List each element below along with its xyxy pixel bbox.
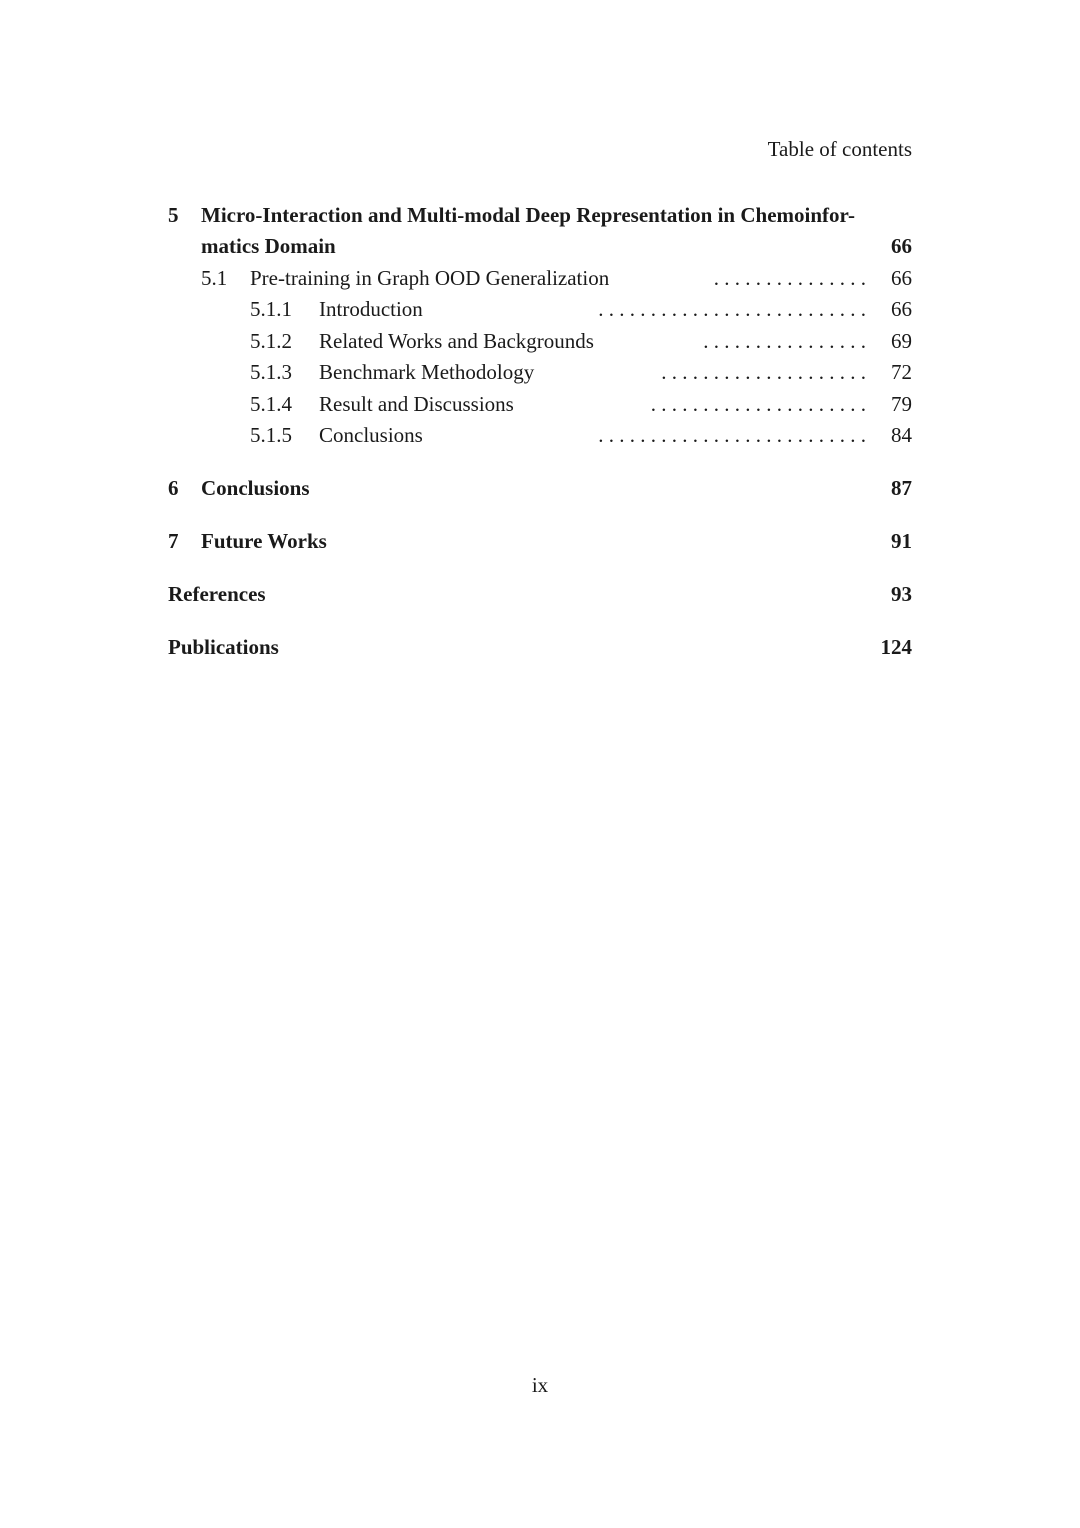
subsection-number: 5.1.3 [250, 360, 292, 384]
page-number: 66 [891, 266, 912, 290]
entry-title: Publications [168, 635, 279, 659]
chapter-number: 5 [168, 203, 179, 227]
toc-publications[interactable] [168, 634, 912, 660]
toc-subsection[interactable] [168, 359, 912, 385]
page-number: 66 [891, 297, 912, 321]
page-number: 91 [891, 529, 912, 553]
subsection-title: Related Works and Backgrounds [319, 329, 594, 353]
chapter-number: 6 [168, 476, 179, 500]
toc-chapter-5-line1[interactable] [168, 202, 912, 228]
toc-subsection[interactable] [168, 296, 912, 322]
page-number: 79 [891, 392, 912, 416]
toc-subsection[interactable] [168, 328, 912, 354]
dot-leader: . . . . . . . . . . . . . . . . [703, 329, 866, 353]
toc-chapter-5-line2[interactable] [168, 233, 912, 259]
subsection-title: Conclusions [319, 423, 423, 447]
page-number: 124 [880, 635, 912, 659]
dot-leader: . . . . . . . . . . . . . . . [713, 266, 866, 290]
subsection-number: 5.1.2 [250, 329, 292, 353]
chapter-number: 7 [168, 529, 179, 553]
chapter-title: Micro-Interaction and Multi-modal Deep Representation in Chemoinfor- [201, 203, 856, 227]
page-number: 84 [891, 423, 912, 447]
page-number: 87 [891, 476, 912, 500]
page-number: 72 [891, 360, 912, 384]
toc-chapter-6[interactable] [168, 475, 912, 501]
chapter-title: Conclusions [201, 476, 310, 500]
subsection-title: Introduction [319, 297, 423, 321]
toc-section-5-1[interactable] [168, 265, 912, 291]
dot-leader: . . . . . . . . . . . . . . . . . . . . . . . . . . [598, 423, 866, 447]
toc-subsection[interactable] [168, 391, 912, 417]
dot-leader: . . . . . . . . . . . . . . . . . . . . [661, 360, 866, 384]
dot-leader: . . . . . . . . . . . . . . . . . . . . . [650, 392, 866, 416]
toc-chapter-7[interactable] [168, 528, 912, 554]
page-number: 66 [891, 234, 912, 258]
subsection-title: Result and Discussions [319, 392, 514, 416]
entry-title: References [168, 582, 266, 606]
subsection-number: 5.1.5 [250, 423, 292, 447]
subsection-title: Benchmark Methodology [319, 360, 535, 384]
section-number: 5.1 [201, 266, 228, 290]
subsection-number: 5.1.1 [250, 297, 292, 321]
toc-subsection[interactable] [168, 422, 912, 448]
chapter-title: Future Works [201, 529, 327, 553]
subsection-number: 5.1.4 [250, 392, 292, 416]
toc-references[interactable] [168, 581, 912, 607]
dot-leader: . . . . . . . . . . . . . . . . . . . . . . . . . . [598, 297, 866, 321]
section-title: Pre-training in Graph OOD Generalization [250, 266, 610, 290]
chapter-title-continued: matics Domain [201, 234, 336, 258]
page-number: 93 [891, 582, 912, 606]
running-header: Table of contents [767, 137, 912, 161]
page-footer-number: ix [531, 1373, 549, 1397]
page-number: 69 [891, 329, 912, 353]
